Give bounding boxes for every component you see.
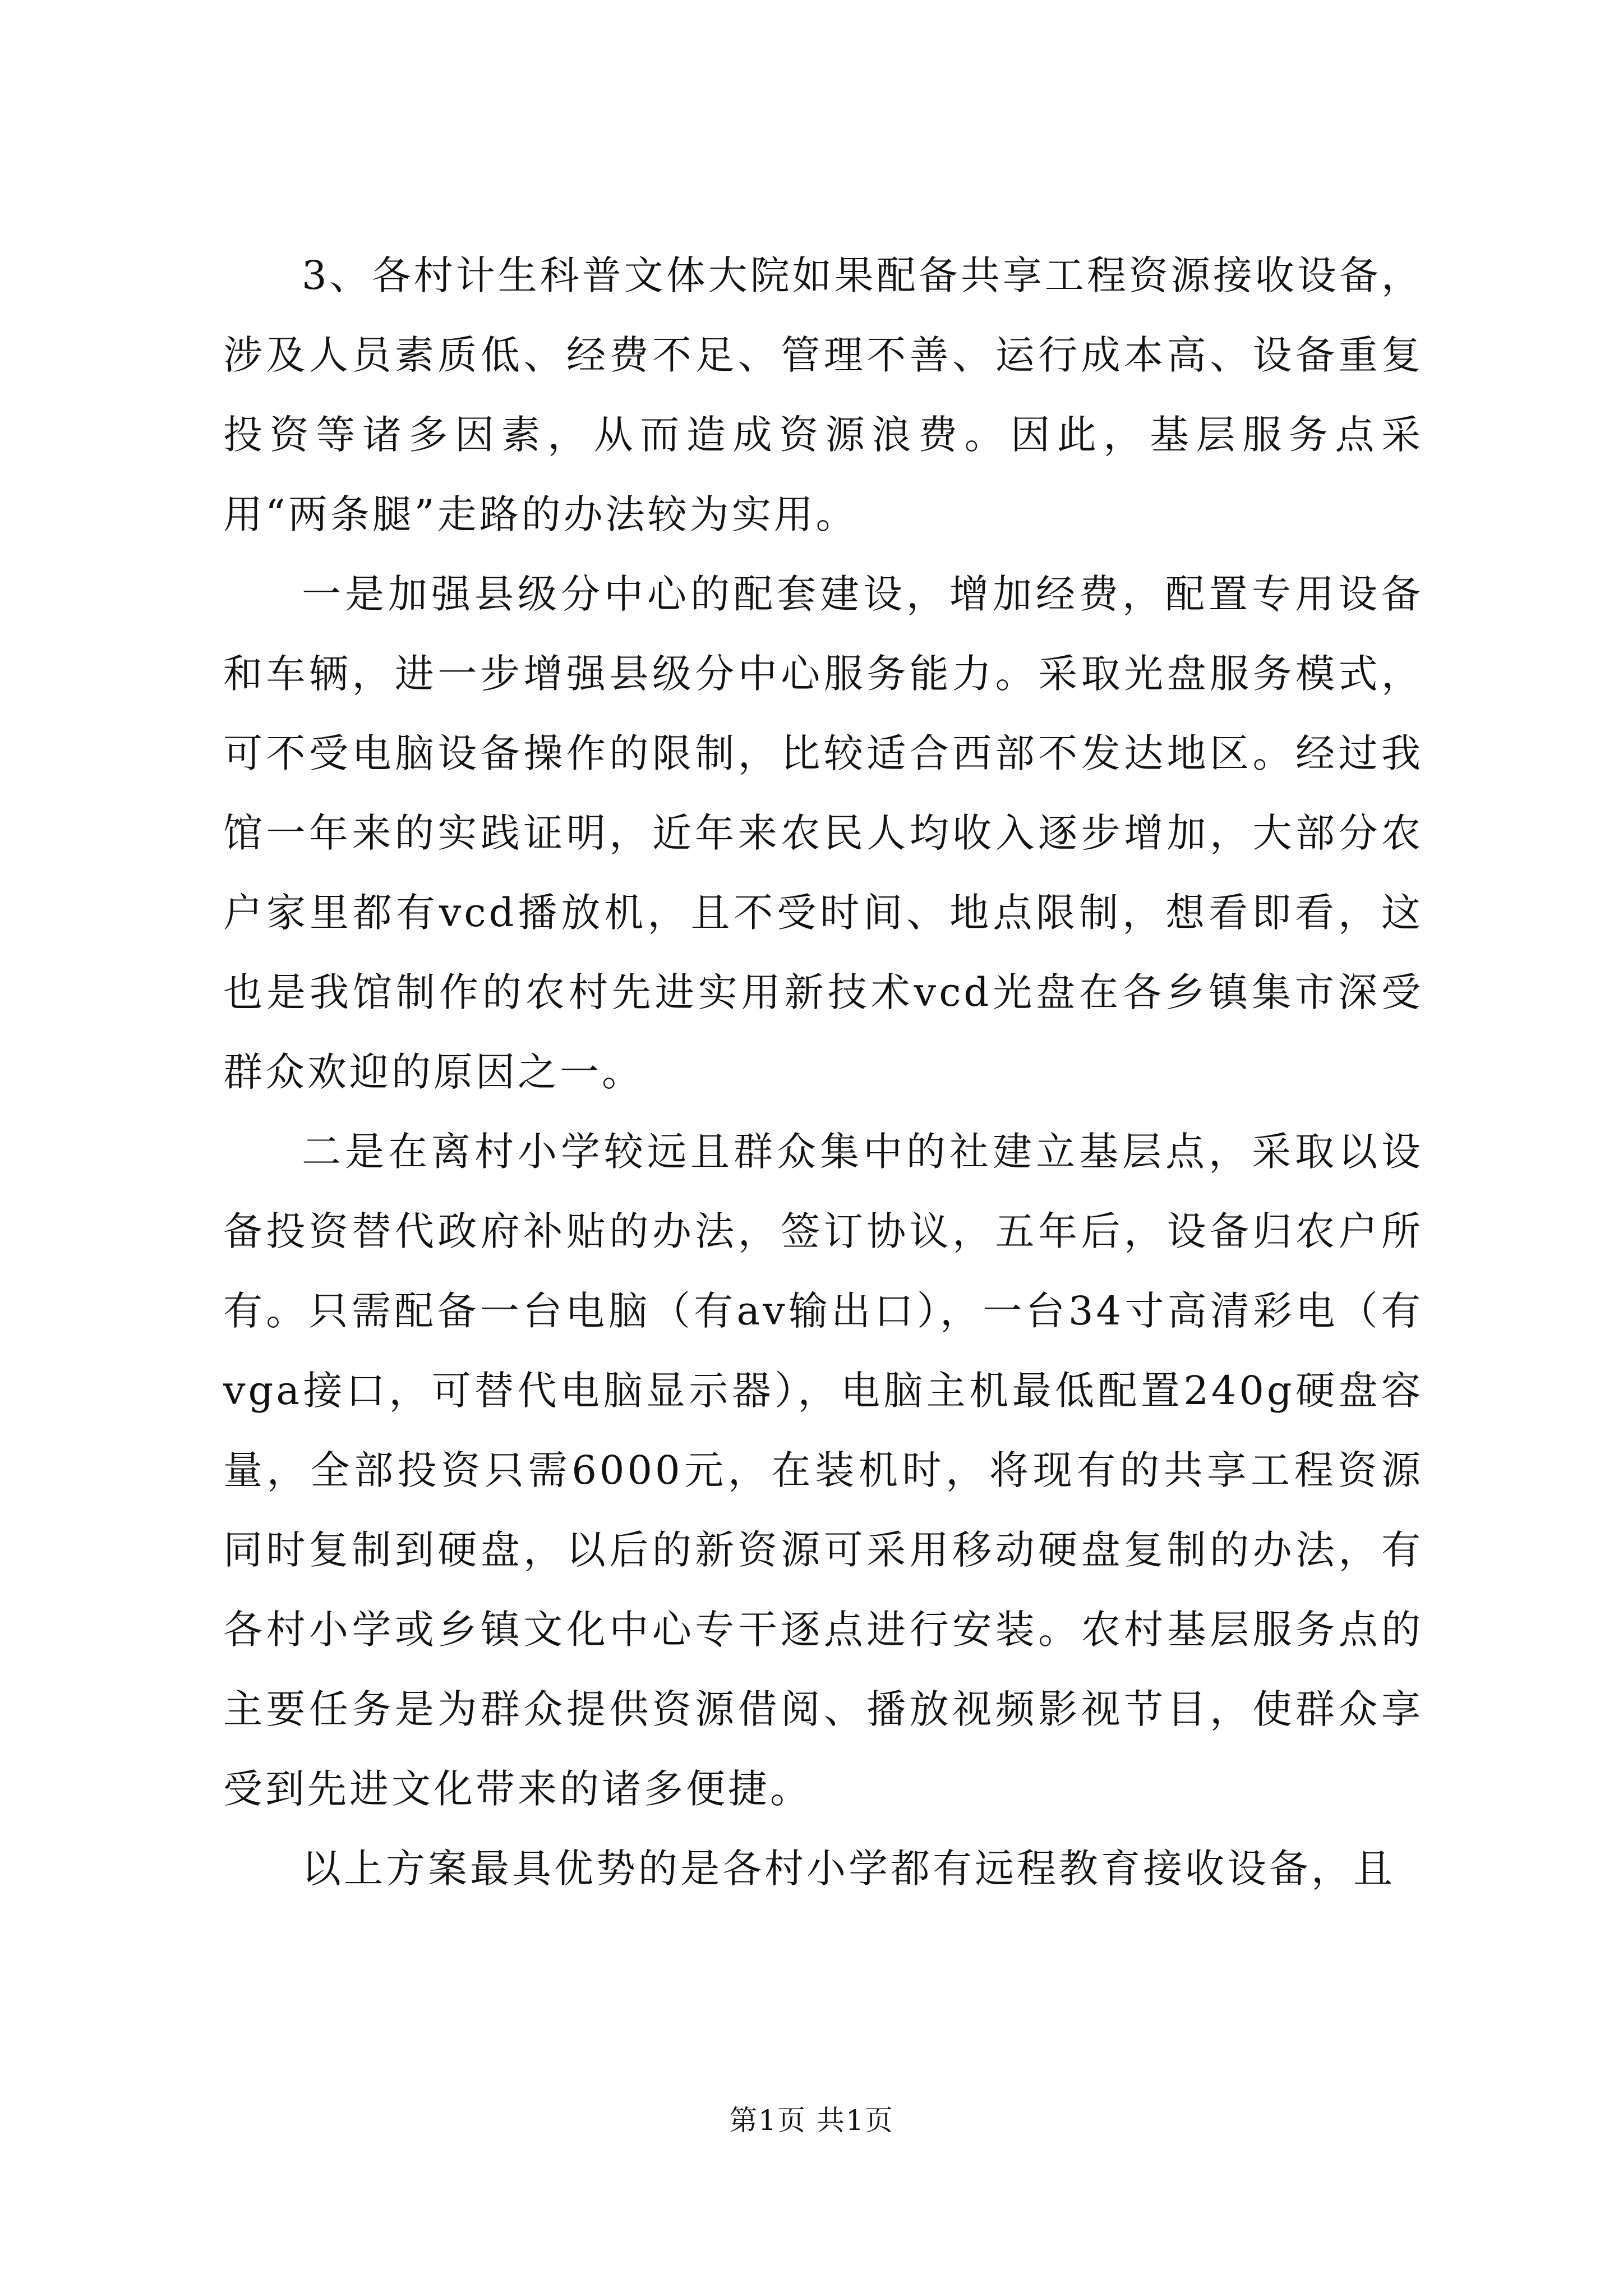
paragraph-1: 3、各村计生科普文体大院如果配备共享工程资源接收设备，涉及人员素质低、经费不足、管理不善、运行成本高、设备重复投资等诸多因素，从而造成资源浪费。因此，基层服务点采用“两条腿”走路的办法较为实用。: [223, 252, 1423, 537]
page-number-footer: 第1页 共1页: [729, 2104, 894, 2137]
paragraph-4: 以上方案最具优势的是各村小学都有远程教育接收设备，且: [302, 1846, 1395, 1892]
document-body: [223, 236, 1423, 1908]
paragraph-3: 二是在离村小学较远且群众集中的社建立基层点，采取以设备投资替代政府补贴的办法，签订协议，五年后，设备归农户所有。只需配备一台电脑（有av输出口），一台34寸高清彩电（有vga接口，可替代电脑显示器），电脑主机最低配置240g硬盘容量，全部投资只需6000元，在装机时，将现有的共享工程资源同时复制到硬盘，以后的新资源可采用移动硬盘复制的办法，有各村小学或乡镇文化中心专干逐点进行安装。农村基层服务点的主要任务是为群众提供资源借阅、播放视频影视节目，使群众享受到先进文化带来的诸多便捷。: [223, 1129, 1423, 1812]
paragraph-2: 一是加强县级分中心的配套建设，增加经费，配置专用设备和车辆，进一步增强县级分中心服务能力。采取光盘服务模式，可不受电脑设备操作的限制，比较适合西部不发达地区。经过我馆一年来的实践证明，近年来农民人均收入逐步增加，大部分农户家里都有vcd播放机，且不受时间、地点限制，想看即看，这也是我馆制作的农村先进实用新技术vcd光盘在各乡镇集市深受群众欢迎的原因之一。: [223, 571, 1423, 1095]
